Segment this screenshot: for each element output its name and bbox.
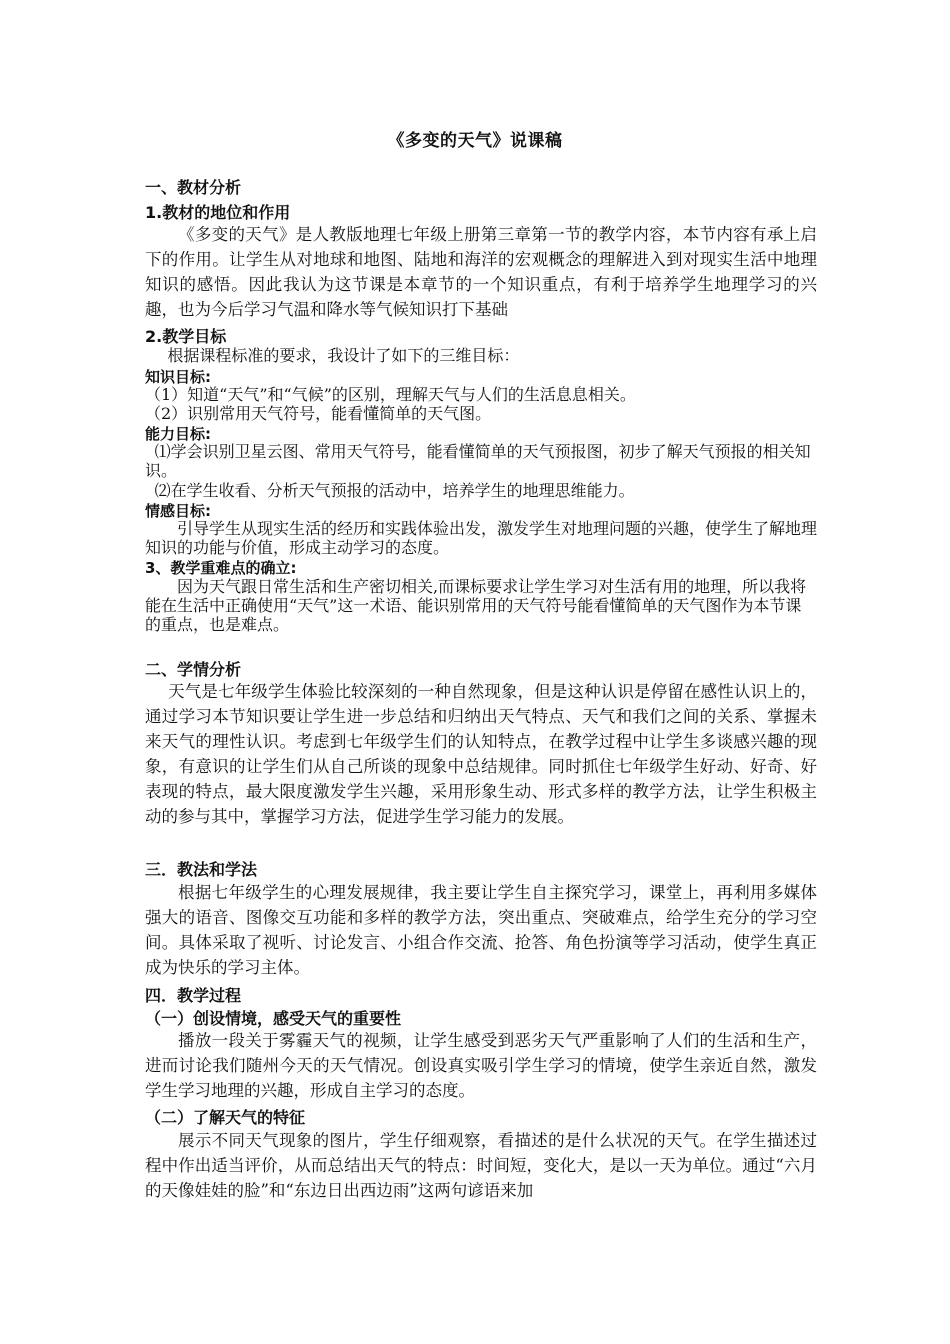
knowledge-goal-1: （1）知道“天气”和“气候”的区别，理解天气与人们的生活息息相关。 <box>145 385 636 404</box>
knowledge-goal-label: 知识目标: <box>145 368 211 386</box>
section-1-sub-3: 3、教学重难点的确立: <box>145 559 297 577</box>
document-title: 《多变的天气》说课稿 <box>387 131 563 151</box>
section-3-heading: 三．教法和学法 <box>145 860 258 879</box>
section-3-paragraph: 根据七年级学生的心理发展规律，我主要让学生自主探究学习，课堂上，再利用多媒体强大的语音、图像交互功能和多样的教学方法，突出重点、突破难点，给学生充分的学习空间。具体采取了视听、讨论发言、小组合作交流、抢答、角色扮演等学习活动，使学生真正成为快乐的学习主体。 <box>145 883 817 977</box>
section-4-sub-1: （一）创设情境，感受天气的重要性 <box>145 1009 402 1028</box>
section-4-sub-2: （二）了解天气的特征 <box>145 1108 306 1127</box>
section-4-paragraph-2: 展示不同天气现象的图片，学生仔细观察，看描述的是什么状况的天气。在学生描述过程中作出适当评价，从而总结出天气的特点：时间短，变化大，是以一天为单位。通过“六月的天像娃娃的脸”和“东边日出西边雨”这两句谚语来加 <box>145 1131 817 1200</box>
section-1-sub-2: 2.教学目标 <box>145 327 227 346</box>
ability-goal-2: ⑵在学生收看、分析天气预报的活动中，培养学生的地理思维能力。 <box>154 481 635 500</box>
section-4-paragraph-1: 播放一段关于雾霾天气的视频，让学生感受到恶劣天气严重影响了人们的生活和生产，进而讨论我们随州今天的天气情况。创设真实吸引学生学习的情境，使学生亲近自然，激发学生学习地理的兴趣，形成自主学习的态度。 <box>145 1031 817 1100</box>
section-1-paragraph-1: 《多变的天气》是人教版地理七年级上册第三章第一节的教学内容，本节内容有承上启下的作用。让学生从对地球和地图、陆地和海洋的宏观概念的理解进入到对现实生活中地理知识的感悟。因此我认为这节课是本章节的一个知识重点，有利于培养学生地理学习的兴趣，也为今后学习气温和降水等气候知识打下基础 <box>145 225 817 319</box>
section-4-heading: 四．教学过程 <box>145 986 242 1005</box>
ability-goal-label: 能力目标: <box>145 425 211 443</box>
section-2-heading: 二、学情分析 <box>145 660 242 679</box>
section-1-heading: 一、教材分析 <box>145 178 242 197</box>
emotion-goal-1: 引导学生从现实生活的经历和实践体验出发，激发学生对地理问题的兴趣，使学生了解地理知识的功能与价值，形成主动学习的态度。 <box>145 519 818 557</box>
ability-goal-1: ⑴学会识别卫星云图、常用天气符号，能看懂简单的天气预报图，初步了解天气预报的相关知识。 <box>145 442 811 480</box>
section-1-paragraph-3: 因为天气跟日常生活和生产密切相关,而课标要求让学生学习对生活有用的地理，所以我将能在生活中正确使用“天气”这一术语、能识别常用的天气符号能看懂简单的天气图作为本节课的重点，也是难点。 <box>145 577 807 634</box>
emotion-goal-label: 情感目标: <box>145 502 211 520</box>
section-2-paragraph: 天气是七年级学生体验比较深刻的一种自然现象，但是这种认识是停留在感性认识上的，通过学习本节知识要让学生进一步总结和归纳出天气特点、天气和我们之间的关系、掌握未来天气的理性认识。考虑到七年级学生们的认知特点，在教学过程中让学生多谈感兴趣的现象，有意识的让学生们从自己所谈的现象中总结规律。同时抓住七年级学生好动、好奇、好表现的特点，最大限度激发学生兴趣，采用形象生动、形式多样的教学方法，让学生积极主动的参与其中，掌握学习方法，促进学生学习能力的发展。 <box>145 682 817 826</box>
section-1-sub-1: 1.教材的地位和作用 <box>145 203 291 222</box>
section-1-paragraph-2: 根据课程标准的要求，我设计了如下的三维目标： <box>167 346 520 365</box>
knowledge-goal-2: （2）识别常用天气符号，能看懂简单的天气图。 <box>145 404 492 423</box>
